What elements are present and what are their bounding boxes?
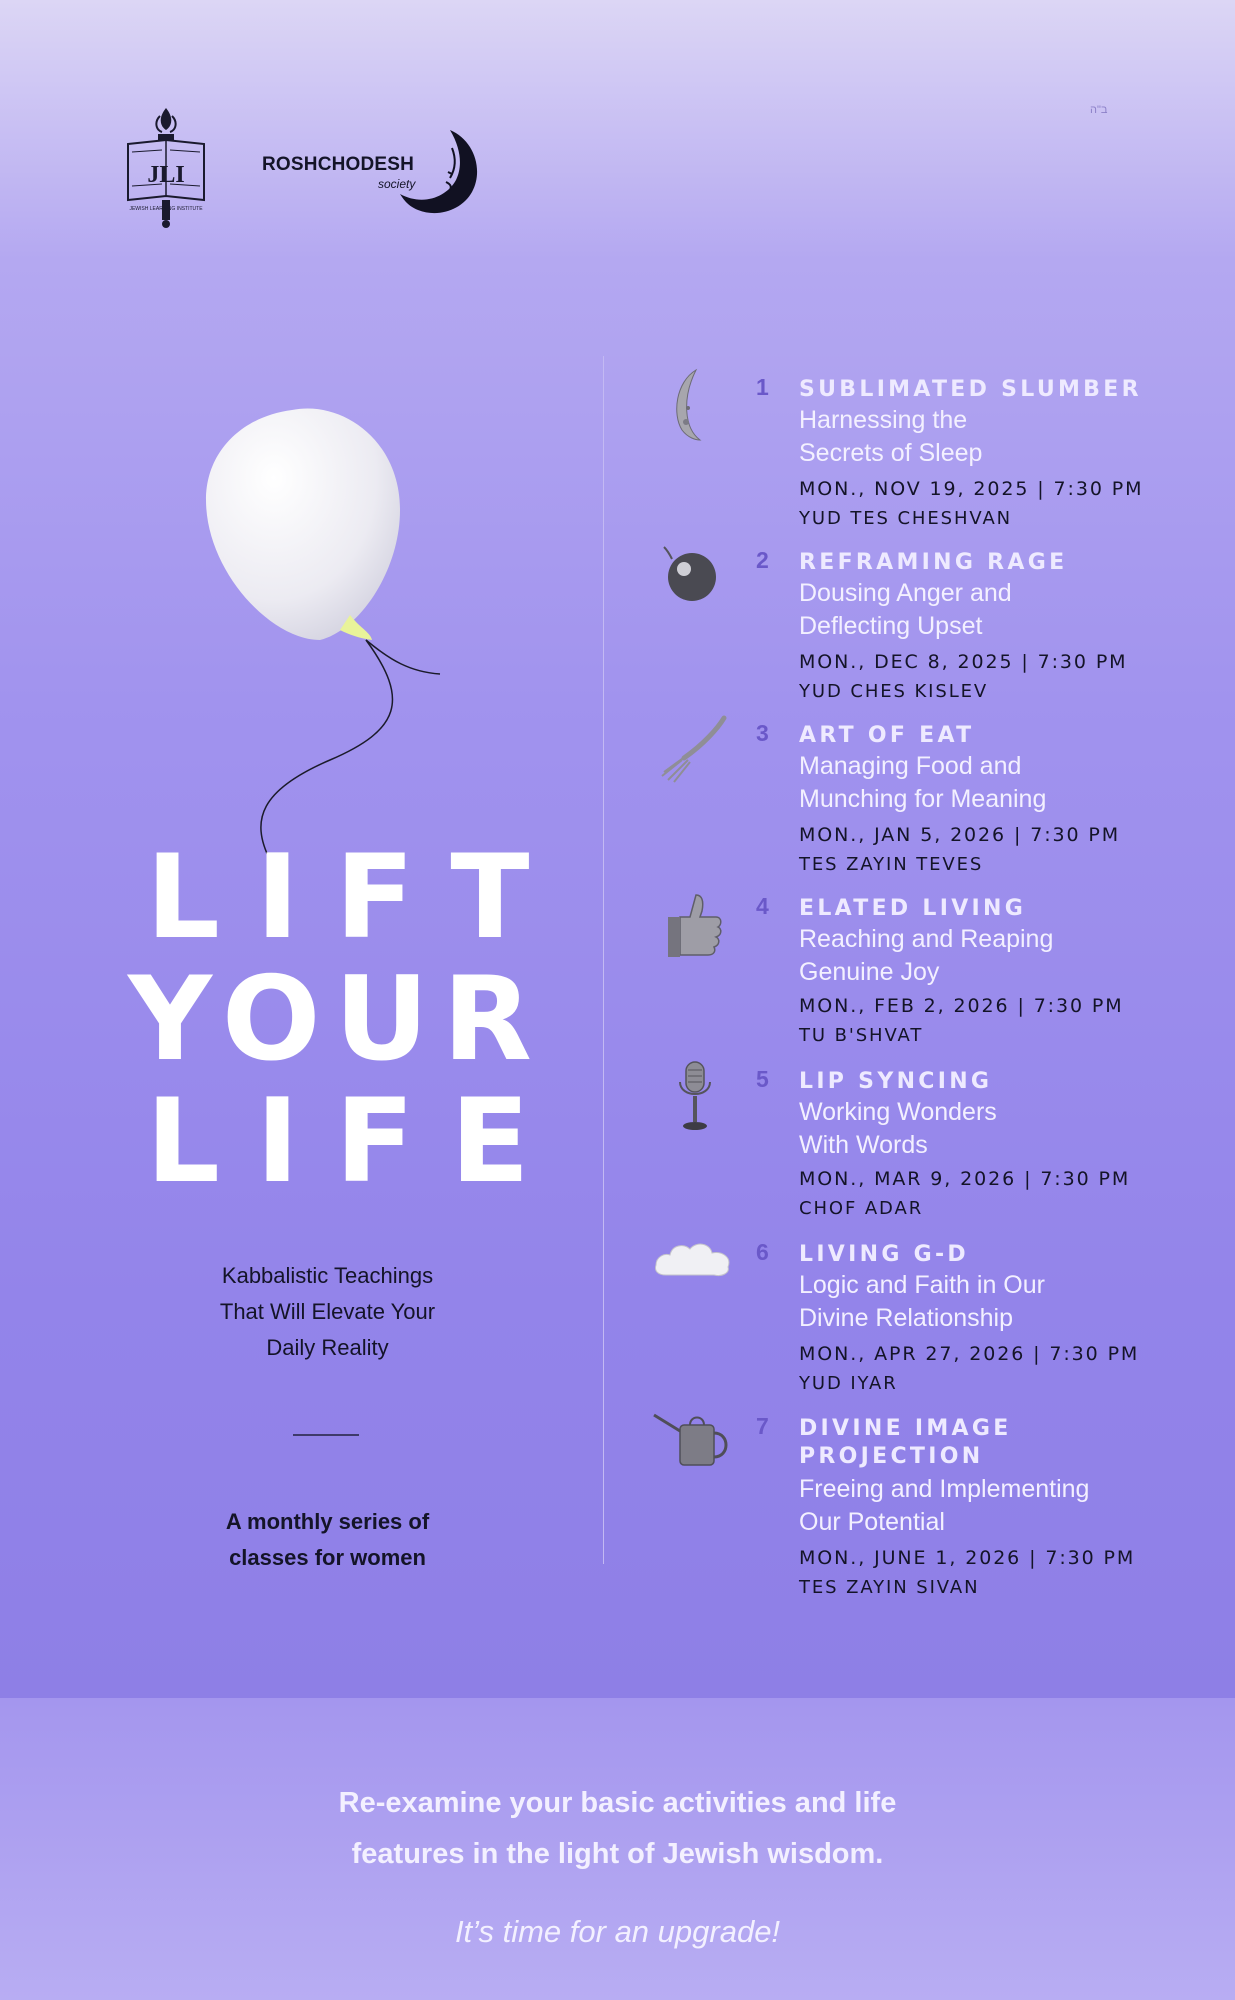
session-subtitle: Harnessing the Secrets of Sleep: [799, 406, 983, 467]
bh-mark: ב"ה: [1090, 104, 1108, 116]
hero-line-1: LIFT: [146, 830, 566, 965]
divider-rule: [293, 1434, 359, 1436]
session-hebrew-date: YUD TES CHESHVAN: [799, 508, 1013, 529]
footer-line-1: Re-examine your basic activities and life: [338, 1787, 897, 1819]
session-date: MON., FEB 2, 2026 | 7:30 PM: [799, 995, 1124, 1017]
session-date: MON., JAN 5, 2026 | 7:30 PM: [799, 824, 1121, 846]
session-date: MON., DEC 8, 2025 | 7:30 PM: [799, 651, 1128, 673]
session-item: [650, 1060, 1190, 1230]
cloud-icon: [650, 1233, 740, 1323]
session-title: LIVING G-D: [799, 1242, 969, 1267]
session-number: 2: [756, 547, 769, 573]
roshchodesh-logo: [262, 128, 482, 218]
session-subtitle: Managing Food and Munching for Meaning: [799, 752, 1047, 813]
session-hebrew-date: TES ZAYIN TEVES: [799, 854, 984, 875]
session-hebrew-date: YUD CHES KISLEV: [799, 681, 989, 702]
session-title: ART OF EAT: [799, 723, 975, 748]
session-date: MON., APR 27, 2026 | 7:30 PM: [799, 1343, 1140, 1365]
watering-can-icon: [650, 1407, 740, 1497]
series-line-1: A monthly series of: [225, 1509, 430, 1534]
moon-icon: [650, 368, 740, 458]
hero-line-3: LIFE: [146, 1074, 566, 1209]
session-item: [650, 887, 1190, 1057]
hero-line-2: YOUR: [128, 952, 546, 1087]
session-item: [650, 541, 1190, 711]
session-title: LIP SYNCING: [799, 1069, 993, 1094]
session-subtitle: Working Wonders With Words: [799, 1098, 997, 1159]
footer-upgrade: It’s time for an upgrade!: [454, 1914, 781, 1949]
session-date: MON., JUNE 1, 2026 | 7:30 PM: [799, 1547, 1136, 1569]
session-number: 5: [756, 1066, 769, 1092]
session-subtitle: Reaching and Reaping Genuine Joy: [799, 925, 1054, 986]
series-line-2: classes for women: [229, 1545, 426, 1570]
jli-initials: JLI: [147, 162, 185, 188]
session-number: 4: [756, 893, 769, 919]
column-divider: [603, 356, 604, 1564]
session-title: DIVINE IMAGE PROJECTION: [799, 1416, 1012, 1469]
session-hebrew-date: CHOF ADAR: [799, 1198, 924, 1219]
session-date: MON., MAR 9, 2026 | 7:30 PM: [799, 1168, 1131, 1190]
session-title: ELATED LIVING: [799, 896, 1027, 921]
session-number: 3: [756, 720, 769, 746]
thumbs-up-icon: [650, 887, 740, 977]
session-subtitle: Logic and Faith in Our Divine Relationship: [799, 1271, 1045, 1332]
bomb-icon: [650, 541, 740, 631]
session-title: SUBLIMATED SLUMBER: [799, 377, 1142, 402]
session-item: [650, 1407, 1190, 1607]
session-title: REFRAMING RAGE: [799, 550, 1068, 575]
footer-line-2: features in the light of Jewish wisdom.: [351, 1838, 884, 1870]
tagline-line-2: That Will Elevate Your: [219, 1299, 436, 1324]
roshchodesh-subtitle: society: [378, 177, 416, 191]
session-subtitle: Dousing Anger and Deflecting Upset: [799, 579, 1012, 640]
session-item: [650, 1233, 1190, 1403]
session-item: [650, 368, 1190, 538]
session-number: 7: [756, 1413, 769, 1439]
session-number: 1: [756, 374, 769, 400]
jli-logo: [122, 104, 210, 230]
tagline-line-3: Daily Reality: [266, 1335, 389, 1360]
session-item: [650, 714, 1190, 884]
tagline-line-1: Kabbalistic Teachings: [221, 1263, 434, 1288]
microphone-icon: [650, 1060, 740, 1150]
session-number: 6: [756, 1239, 769, 1265]
tagline: [160, 1258, 495, 1366]
footer-band: [0, 1698, 1235, 2000]
session-date: MON., NOV 19, 2025 | 7:30 PM: [799, 478, 1144, 500]
roshchodesh-title: ROSHCHODESH: [262, 154, 415, 175]
session-subtitle: Freeing and Implementing Our Potential: [799, 1475, 1090, 1536]
session-hebrew-date: TES ZAYIN SIVAN: [799, 1577, 980, 1598]
footer-message: [200, 1778, 1035, 1880]
session-hebrew-date: YUD IYAR: [799, 1373, 898, 1394]
fork-icon: [650, 714, 740, 804]
session-hebrew-date: TU B'SHVAT: [799, 1025, 924, 1046]
series-description: [180, 1504, 475, 1576]
jli-caption: JEWISH LEARNING INSTITUTE: [129, 206, 203, 212]
